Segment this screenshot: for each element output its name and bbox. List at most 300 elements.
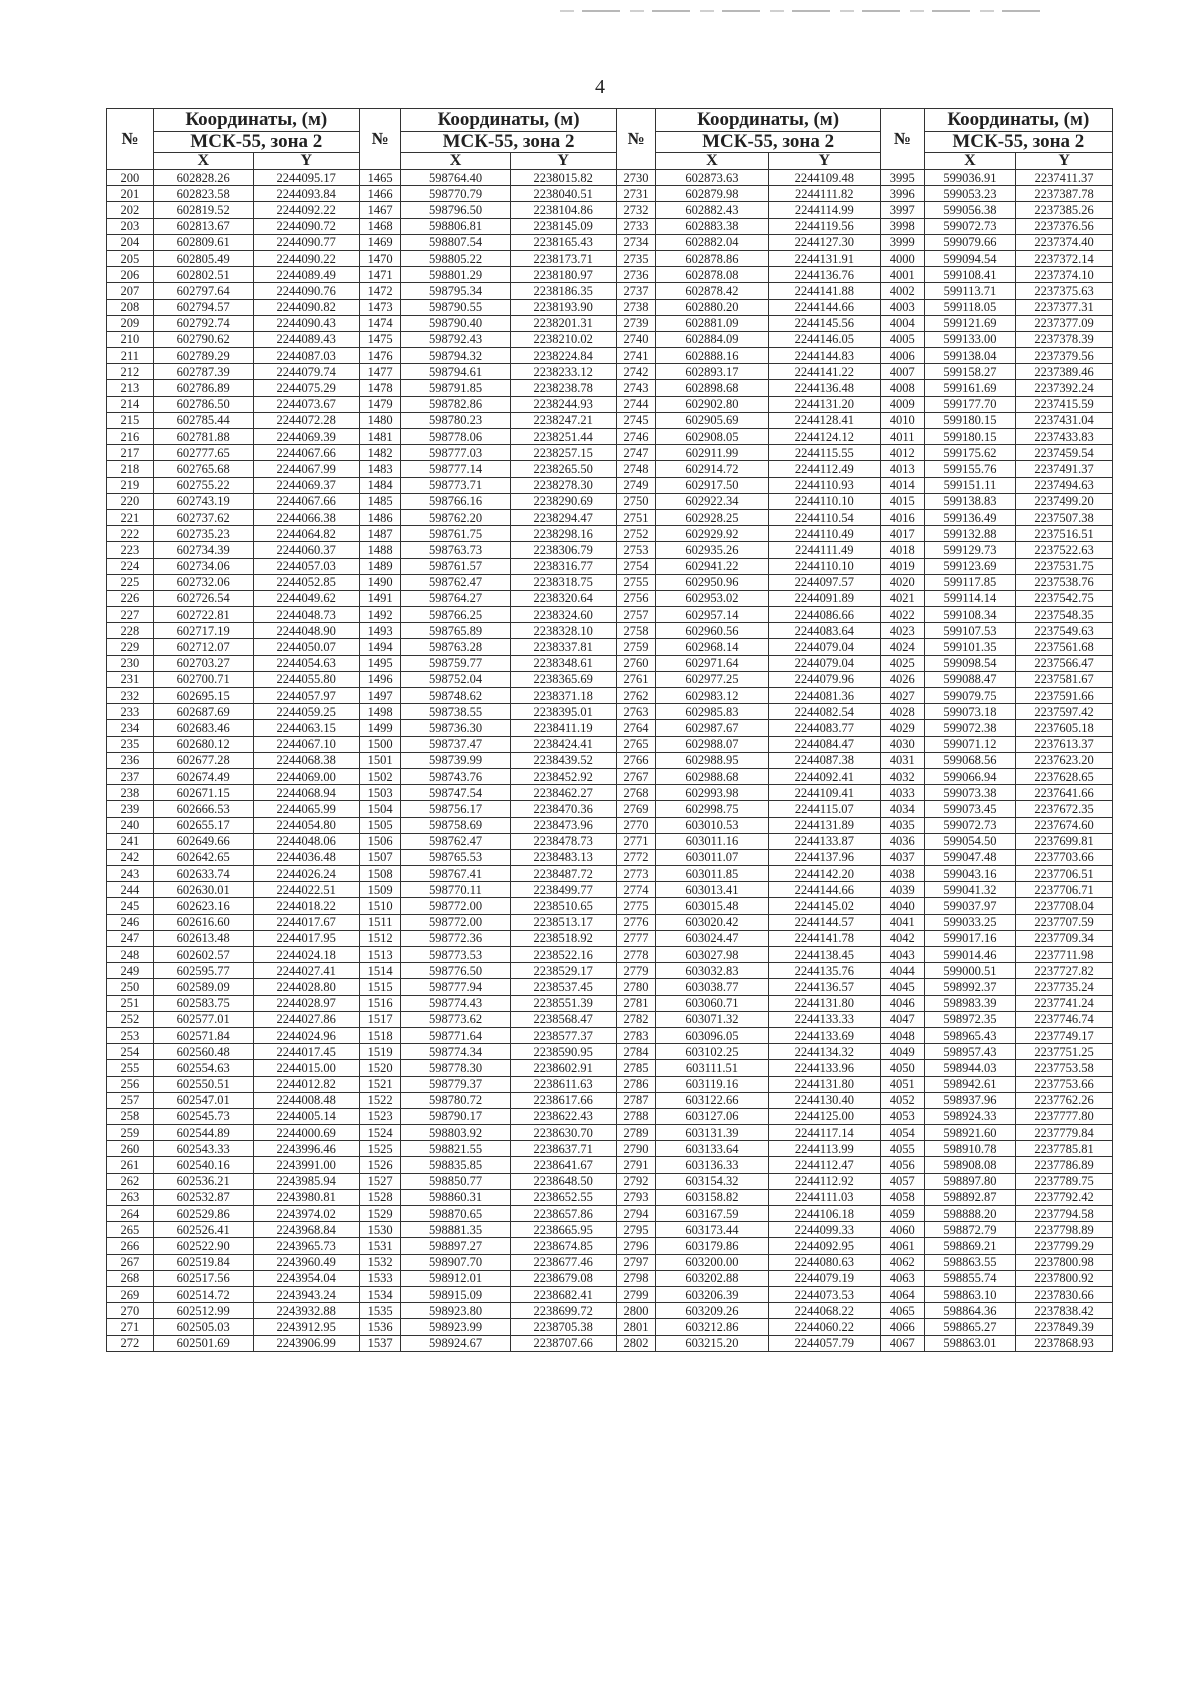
cell-y-value: 2244064.82: [253, 526, 359, 542]
cell-y-value: 2244054.80: [253, 817, 359, 833]
table-row: [107, 914, 1113, 930]
cell-x-value: 603202.88: [656, 1270, 768, 1286]
cell-y-value: 2238677.46: [510, 1254, 616, 1270]
table-row: [107, 1108, 1113, 1124]
cell-x-value: 598795.34: [401, 283, 510, 299]
cell-point-number: 3996: [880, 186, 924, 202]
cell-point-number: 2788: [616, 1108, 656, 1124]
cell-point-number: 4058: [880, 1189, 924, 1205]
cell-y-value: 2244055.80: [253, 671, 359, 687]
cell-x-value: 598870.65: [401, 1206, 510, 1222]
cell-y-value: 2238510.65: [510, 898, 616, 914]
cell-point-number: 1513: [359, 947, 401, 963]
cell-x-value: 602695.15: [153, 688, 253, 704]
table-row: [107, 170, 1113, 186]
cell-y-value: 2244008.48: [253, 1092, 359, 1108]
cell-x-value: 598881.35: [401, 1222, 510, 1238]
cell-y-value: 2237711.98: [1016, 947, 1113, 963]
header-coordinate-system: МСК-55, зона 2: [656, 132, 881, 153]
cell-x-value: 598805.22: [401, 250, 510, 266]
cell-x-value: 602941.22: [656, 558, 768, 574]
cell-y-value: 2237786.89: [1016, 1157, 1113, 1173]
cell-point-number: 213: [107, 380, 154, 396]
cell-x-value: 599155.76: [924, 461, 1016, 477]
cell-x-value: 602998.75: [656, 801, 768, 817]
cell-x-value: 598778.06: [401, 429, 510, 445]
cell-point-number: 2772: [616, 849, 656, 865]
cell-point-number: 228: [107, 623, 154, 639]
table-row: [107, 607, 1113, 623]
cell-y-value: 2237706.71: [1016, 882, 1113, 898]
header-x-column: X: [924, 153, 1016, 170]
cell-y-value: 2238278.30: [510, 477, 616, 493]
cell-x-value: 598897.80: [924, 1173, 1016, 1189]
cell-x-value: 602577.01: [153, 1011, 253, 1027]
cell-x-value: 598864.36: [924, 1303, 1016, 1319]
cell-x-value: 602517.56: [153, 1270, 253, 1286]
cell-point-number: 1487: [359, 526, 401, 542]
cell-y-value: 2244112.47: [768, 1157, 880, 1173]
cell-point-number: 215: [107, 412, 154, 428]
cell-point-number: 225: [107, 574, 154, 590]
cell-point-number: 4051: [880, 1076, 924, 1092]
cell-y-value: 2238473.96: [510, 817, 616, 833]
table-row: [107, 930, 1113, 946]
cell-point-number: 205: [107, 250, 154, 266]
table-row: [107, 526, 1113, 542]
cell-point-number: 2775: [616, 898, 656, 914]
cell-point-number: 1511: [359, 914, 401, 930]
cell-y-value: 2238104.86: [510, 202, 616, 218]
cell-point-number: 231: [107, 671, 154, 687]
cell-x-value: 602922.34: [656, 493, 768, 509]
cell-y-value: 2244125.00: [768, 1108, 880, 1124]
cell-y-value: 2244067.66: [253, 445, 359, 461]
table-row: [107, 1125, 1113, 1141]
cell-point-number: 4005: [880, 331, 924, 347]
cell-x-value: 602928.25: [656, 509, 768, 525]
cell-y-value: 2244081.36: [768, 688, 880, 704]
cell-x-value: 598762.20: [401, 509, 510, 525]
cell-y-value: 2244084.47: [768, 736, 880, 752]
cell-x-value: 598855.74: [924, 1270, 1016, 1286]
cell-x-value: 603167.59: [656, 1206, 768, 1222]
table-row: [107, 1044, 1113, 1060]
cell-point-number: 268: [107, 1270, 154, 1286]
cell-x-value: 603206.39: [656, 1286, 768, 1302]
cell-point-number: 1478: [359, 380, 401, 396]
cell-y-value: 2244089.49: [253, 267, 359, 283]
cell-x-value: 603127.06: [656, 1108, 768, 1124]
cell-x-value: 602649.66: [153, 833, 253, 849]
cell-y-value: 2238630.70: [510, 1125, 616, 1141]
cell-y-value: 2244131.89: [768, 817, 880, 833]
cell-point-number: 204: [107, 234, 154, 250]
cell-x-value: 603136.33: [656, 1157, 768, 1173]
table-row: [107, 250, 1113, 266]
cell-point-number: 2764: [616, 720, 656, 736]
cell-y-value: 2244027.41: [253, 963, 359, 979]
cell-y-value: 2244141.88: [768, 283, 880, 299]
cell-point-number: 2784: [616, 1044, 656, 1060]
cell-y-value: 2244133.96: [768, 1060, 880, 1076]
cell-point-number: 230: [107, 655, 154, 671]
cell-point-number: 222: [107, 526, 154, 542]
cell-x-value: 598942.61: [924, 1076, 1016, 1092]
cell-point-number: 1479: [359, 396, 401, 412]
cell-y-value: 2237641.66: [1016, 785, 1113, 801]
cell-y-value: 2237376.56: [1016, 218, 1113, 234]
table-row: [107, 574, 1113, 590]
cell-y-value: 2237706.51: [1016, 866, 1113, 882]
cell-y-value: 2238652.55: [510, 1189, 616, 1205]
cell-point-number: 4029: [880, 720, 924, 736]
cell-y-value: 2244093.84: [253, 186, 359, 202]
cell-y-value: 2238040.51: [510, 186, 616, 202]
cell-point-number: 227: [107, 607, 154, 623]
cell-point-number: 247: [107, 930, 154, 946]
table-row: [107, 493, 1113, 509]
table-row: [107, 1303, 1113, 1319]
cell-point-number: 229: [107, 639, 154, 655]
cell-y-value: 2244110.54: [768, 509, 880, 525]
cell-x-value: 602735.23: [153, 526, 253, 542]
cell-point-number: 1474: [359, 315, 401, 331]
cell-y-value: 2237749.17: [1016, 1027, 1113, 1043]
cell-y-value: 2244135.76: [768, 963, 880, 979]
cell-y-value: 2237623.20: [1016, 752, 1113, 768]
cell-y-value: 2238470.36: [510, 801, 616, 817]
cell-point-number: 1531: [359, 1238, 401, 1254]
cell-x-value: 598780.72: [401, 1092, 510, 1108]
cell-point-number: 4000: [880, 250, 924, 266]
cell-x-value: 598780.23: [401, 412, 510, 428]
cell-x-value: 603215.20: [656, 1335, 768, 1351]
cell-y-value: 2244024.18: [253, 947, 359, 963]
cell-point-number: 2750: [616, 493, 656, 509]
cell-x-value: 603024.47: [656, 930, 768, 946]
cell-y-value: 2244114.99: [768, 202, 880, 218]
cell-y-value: 2244090.22: [253, 250, 359, 266]
cell-y-value: 2244057.79: [768, 1335, 880, 1351]
cell-y-value: 2238665.95: [510, 1222, 616, 1238]
cell-x-value: 598892.87: [924, 1189, 1016, 1205]
cell-x-value: 598908.08: [924, 1157, 1016, 1173]
cell-point-number: 1520: [359, 1060, 401, 1076]
cell-y-value: 2237785.81: [1016, 1141, 1113, 1157]
cell-x-value: 602797.64: [153, 283, 253, 299]
cell-point-number: 257: [107, 1092, 154, 1108]
cell-point-number: 4045: [880, 979, 924, 995]
cell-point-number: 2797: [616, 1254, 656, 1270]
table-row: [107, 623, 1113, 639]
cell-point-number: 221: [107, 509, 154, 525]
cell-x-value: 602813.67: [153, 218, 253, 234]
cell-point-number: 256: [107, 1076, 154, 1092]
cell-point-number: 2769: [616, 801, 656, 817]
cell-y-value: 2244090.43: [253, 315, 359, 331]
cell-y-value: 2244119.56: [768, 218, 880, 234]
cell-y-value: 2237746.74: [1016, 1011, 1113, 1027]
cell-point-number: 210: [107, 331, 154, 347]
cell-y-value: 2244112.49: [768, 461, 880, 477]
cell-point-number: 4055: [880, 1141, 924, 1157]
cell-point-number: 4014: [880, 477, 924, 493]
cell-y-value: 2244111.82: [768, 186, 880, 202]
cell-y-value: 2237699.81: [1016, 833, 1113, 849]
cell-point-number: 241: [107, 833, 154, 849]
cell-x-value: 602987.67: [656, 720, 768, 736]
cell-x-value: 602786.89: [153, 380, 253, 396]
table-row: [107, 1222, 1113, 1238]
table-row: [107, 801, 1113, 817]
cell-y-value: 2238294.47: [510, 509, 616, 525]
cell-x-value: 598972.35: [924, 1011, 1016, 1027]
cell-point-number: 4064: [880, 1286, 924, 1302]
cell-y-value: 2237379.56: [1016, 348, 1113, 364]
cell-x-value: 598737.47: [401, 736, 510, 752]
cell-point-number: 2761: [616, 671, 656, 687]
cell-x-value: 602883.38: [656, 218, 768, 234]
header-y-column: Y: [1016, 153, 1113, 170]
cell-point-number: 4047: [880, 1011, 924, 1027]
cell-y-value: 2237374.10: [1016, 267, 1113, 283]
cell-point-number: 224: [107, 558, 154, 574]
cell-x-value: 598773.53: [401, 947, 510, 963]
cell-point-number: 4027: [880, 688, 924, 704]
cell-point-number: 1499: [359, 720, 401, 736]
table-row: [107, 752, 1113, 768]
cell-point-number: 1529: [359, 1206, 401, 1222]
cell-y-value: 2244145.56: [768, 315, 880, 331]
cell-point-number: 258: [107, 1108, 154, 1124]
cell-y-value: 2237794.58: [1016, 1206, 1113, 1222]
cell-point-number: 2739: [616, 315, 656, 331]
cell-x-value: 599101.35: [924, 639, 1016, 655]
cell-point-number: 1483: [359, 461, 401, 477]
cell-y-value: 2238617.66: [510, 1092, 616, 1108]
header-number-column: №: [880, 109, 924, 170]
cell-y-value: 2238622.43: [510, 1108, 616, 1124]
cell-y-value: 2244075.29: [253, 380, 359, 396]
table-row: [107, 509, 1113, 525]
cell-y-value: 2244060.22: [768, 1319, 880, 1335]
cell-x-value: 603212.86: [656, 1319, 768, 1335]
cell-point-number: 1480: [359, 412, 401, 428]
cell-y-value: 2238320.64: [510, 590, 616, 606]
cell-x-value: 602734.39: [153, 542, 253, 558]
cell-point-number: 2731: [616, 186, 656, 202]
cell-x-value: 603015.48: [656, 898, 768, 914]
cell-point-number: 211: [107, 348, 154, 364]
cell-x-value: 603119.16: [656, 1076, 768, 1092]
cell-x-value: 598921.60: [924, 1125, 1016, 1141]
cell-x-value: 602881.09: [656, 315, 768, 331]
cell-x-value: 602536.21: [153, 1173, 253, 1189]
table-header: [107, 109, 1113, 170]
cell-x-value: 599121.69: [924, 315, 1016, 331]
cell-x-value: 602501.69: [153, 1335, 253, 1351]
cell-point-number: 237: [107, 768, 154, 784]
cell-x-value: 602977.25: [656, 671, 768, 687]
cell-point-number: 250: [107, 979, 154, 995]
cell-point-number: 4042: [880, 930, 924, 946]
cell-x-value: 598863.10: [924, 1286, 1016, 1302]
cell-y-value: 2244133.69: [768, 1027, 880, 1043]
cell-point-number: 201: [107, 186, 154, 202]
cell-point-number: 2782: [616, 1011, 656, 1027]
cell-y-value: 2238318.75: [510, 574, 616, 590]
cell-point-number: 253: [107, 1027, 154, 1043]
cell-y-value: 2238210.02: [510, 331, 616, 347]
cell-x-value: 603071.32: [656, 1011, 768, 1027]
cell-point-number: 4036: [880, 833, 924, 849]
cell-y-value: 2244131.80: [768, 995, 880, 1011]
cell-point-number: 2762: [616, 688, 656, 704]
cell-point-number: 202: [107, 202, 154, 218]
cell-x-value: 599118.05: [924, 299, 1016, 315]
cell-point-number: 4054: [880, 1125, 924, 1141]
cell-point-number: 1523: [359, 1108, 401, 1124]
cell-point-number: 1496: [359, 671, 401, 687]
cell-y-value: 2237628.65: [1016, 768, 1113, 784]
cell-x-value: 602914.72: [656, 461, 768, 477]
cell-y-value: 2244090.77: [253, 234, 359, 250]
table-row: [107, 348, 1113, 364]
cell-x-value: 599072.73: [924, 817, 1016, 833]
cell-x-value: 598821.55: [401, 1141, 510, 1157]
cell-x-value: 602616.60: [153, 914, 253, 930]
cell-point-number: 269: [107, 1286, 154, 1302]
cell-y-value: 2237491.37: [1016, 461, 1113, 477]
cell-x-value: 599138.83: [924, 493, 1016, 509]
table-row: [107, 1157, 1113, 1173]
cell-x-value: 602882.43: [656, 202, 768, 218]
cell-point-number: 1537: [359, 1335, 401, 1351]
cell-y-value: 2244079.19: [768, 1270, 880, 1286]
cell-point-number: 4032: [880, 768, 924, 784]
cell-x-value: 602873.63: [656, 170, 768, 186]
cell-y-value: 2237708.04: [1016, 898, 1113, 914]
header-coordinates-title: Координаты, (м): [153, 109, 359, 132]
cell-point-number: 1481: [359, 429, 401, 445]
cell-y-value: 2238707.66: [510, 1335, 616, 1351]
cell-x-value: 602737.62: [153, 509, 253, 525]
cell-y-value: 2237516.51: [1016, 526, 1113, 542]
cell-x-value: 598767.41: [401, 866, 510, 882]
cell-point-number: 2748: [616, 461, 656, 477]
cell-x-value: 602547.01: [153, 1092, 253, 1108]
cell-x-value: 602743.19: [153, 493, 253, 509]
cell-y-value: 2244138.45: [768, 947, 880, 963]
cell-point-number: 1469: [359, 234, 401, 250]
cell-y-value: 2238337.81: [510, 639, 616, 655]
table-row: [107, 445, 1113, 461]
cell-y-value: 2243991.00: [253, 1157, 359, 1173]
cell-x-value: 602529.86: [153, 1206, 253, 1222]
cell-point-number: 255: [107, 1060, 154, 1076]
cell-x-value: 603011.85: [656, 866, 768, 882]
cell-x-value: 598776.50: [401, 963, 510, 979]
cell-x-value: 599113.71: [924, 283, 1016, 299]
table-row: [107, 590, 1113, 606]
cell-y-value: 2244080.63: [768, 1254, 880, 1270]
cell-y-value: 2244024.96: [253, 1027, 359, 1043]
cell-y-value: 2244068.38: [253, 752, 359, 768]
table-row: [107, 1254, 1113, 1270]
cell-point-number: 4052: [880, 1092, 924, 1108]
cell-y-value: 2237507.38: [1016, 509, 1113, 525]
cell-y-value: 2244066.38: [253, 509, 359, 525]
cell-x-value: 598778.30: [401, 1060, 510, 1076]
cell-y-value: 2244127.30: [768, 234, 880, 250]
cell-y-value: 2244145.02: [768, 898, 880, 914]
cell-x-value: 602633.74: [153, 866, 253, 882]
table-row: [107, 655, 1113, 671]
cell-x-value: 602792.74: [153, 315, 253, 331]
cell-x-value: 602589.09: [153, 979, 253, 995]
cell-point-number: 207: [107, 283, 154, 299]
cell-x-value: 602683.46: [153, 720, 253, 736]
cell-x-value: 598772.00: [401, 914, 510, 930]
cell-point-number: 2744: [616, 396, 656, 412]
cell-x-value: 598965.43: [924, 1027, 1016, 1043]
cell-y-value: 2244083.77: [768, 720, 880, 736]
table-row: [107, 1060, 1113, 1076]
cell-y-value: 2244141.22: [768, 364, 880, 380]
cell-y-value: 2237415.59: [1016, 396, 1113, 412]
cell-x-value: 603154.32: [656, 1173, 768, 1189]
cell-x-value: 602960.56: [656, 623, 768, 639]
cell-y-value: 2243965.73: [253, 1238, 359, 1254]
cell-y-value: 2244092.95: [768, 1238, 880, 1254]
cell-x-value: 598773.71: [401, 477, 510, 493]
cell-x-value: 602988.95: [656, 752, 768, 768]
cell-x-value: 599151.11: [924, 477, 1016, 493]
cell-x-value: 598736.30: [401, 720, 510, 736]
cell-point-number: 217: [107, 445, 154, 461]
cell-y-value: 2237798.89: [1016, 1222, 1113, 1238]
cell-point-number: 216: [107, 429, 154, 445]
cell-point-number: 4048: [880, 1027, 924, 1043]
table-row: [107, 1011, 1113, 1027]
cell-x-value: 602514.72: [153, 1286, 253, 1302]
cell-point-number: 1525: [359, 1141, 401, 1157]
cell-x-value: 602560.48: [153, 1044, 253, 1060]
table-row: [107, 688, 1113, 704]
cell-y-value: 2244087.03: [253, 348, 359, 364]
cell-point-number: 1508: [359, 866, 401, 882]
cell-point-number: 203: [107, 218, 154, 234]
cell-x-value: 598773.62: [401, 1011, 510, 1027]
table-row: [107, 412, 1113, 428]
cell-point-number: 1535: [359, 1303, 401, 1319]
cell-y-value: 2244090.82: [253, 299, 359, 315]
cell-y-value: 2238224.84: [510, 348, 616, 364]
cell-x-value: 602953.02: [656, 590, 768, 606]
cell-x-value: 598738.55: [401, 704, 510, 720]
cell-point-number: 4015: [880, 493, 924, 509]
cell-x-value: 603209.26: [656, 1303, 768, 1319]
cell-y-value: 2244048.06: [253, 833, 359, 849]
header-x-column: X: [656, 153, 768, 170]
cell-point-number: 2743: [616, 380, 656, 396]
header-coordinates-title: Координаты, (м): [656, 109, 881, 132]
cell-y-value: 2238699.72: [510, 1303, 616, 1319]
cell-y-value: 2238648.50: [510, 1173, 616, 1189]
cell-y-value: 2238657.86: [510, 1206, 616, 1222]
cell-point-number: 1510: [359, 898, 401, 914]
